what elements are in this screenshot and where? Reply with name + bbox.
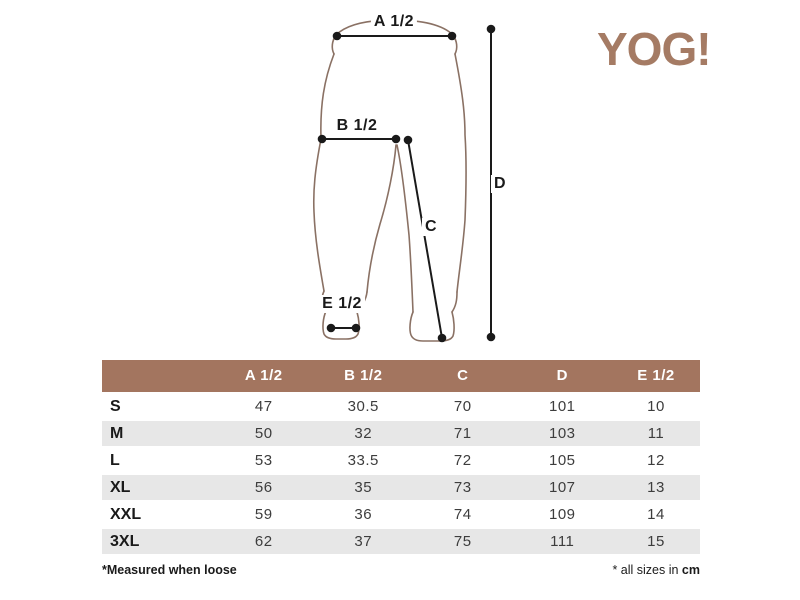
value-cell: 37 <box>354 533 373 550</box>
size-cell: XL <box>110 479 131 496</box>
value-cell: 72 <box>453 452 472 469</box>
value-cell: 62 <box>254 533 273 550</box>
value-cell: 70 <box>453 398 472 415</box>
value-cell: 75 <box>453 533 472 550</box>
table-row <box>102 502 700 527</box>
header-col-e: E 1/2 <box>637 367 675 384</box>
value-cell: 36 <box>354 506 373 523</box>
measure-label-a: A 1/2 <box>371 13 417 31</box>
footnote-measured: *Measured when loose <box>102 563 237 577</box>
value-cell: 56 <box>254 479 273 496</box>
table-row <box>102 421 700 446</box>
value-cell: 103 <box>548 425 576 442</box>
table-row <box>102 394 700 419</box>
measure-label-d: D <box>491 175 509 193</box>
footnote-units-text: * all sizes in <box>612 563 682 577</box>
value-cell: 74 <box>453 506 472 523</box>
value-cell: 105 <box>548 452 576 469</box>
value-cell: 11 <box>647 425 665 442</box>
measure-label-b: B 1/2 <box>334 117 381 135</box>
header-col-c: C <box>457 367 469 384</box>
header-col-a: A 1/2 <box>244 367 283 384</box>
footnote-units <box>612 563 700 577</box>
value-cell: 53 <box>254 452 273 469</box>
measure-label-c: C <box>422 218 440 236</box>
value-cell: 111 <box>550 533 575 550</box>
value-cell: 107 <box>548 479 576 496</box>
value-cell: 71 <box>453 425 472 442</box>
value-cell: 73 <box>453 479 472 496</box>
size-cell: S <box>110 398 121 415</box>
value-cell: 10 <box>647 398 665 415</box>
value-cell: 15 <box>647 533 665 550</box>
size-table-body <box>102 394 700 554</box>
measure-label-e: E 1/2 <box>319 295 365 313</box>
size-cell: L <box>110 452 120 469</box>
value-cell: 12 <box>647 452 665 469</box>
size-table <box>102 360 700 556</box>
value-cell: 14 <box>647 506 665 523</box>
value-cell: 47 <box>254 398 273 415</box>
header-col-d: D <box>556 367 568 384</box>
value-cell: 30.5 <box>347 398 379 415</box>
value-cell: 35 <box>354 479 373 496</box>
size-cell: XXL <box>110 506 142 523</box>
value-cell: 13 <box>647 479 665 496</box>
size-cell: M <box>110 425 124 442</box>
pants-outline <box>314 20 466 341</box>
size-cell: 3XL <box>110 533 140 550</box>
size-table-header <box>102 360 700 392</box>
table-row <box>102 448 700 473</box>
value-cell: 32 <box>354 425 373 442</box>
value-cell: 59 <box>254 506 273 523</box>
brand-logo: YOG! <box>597 23 711 75</box>
table-row <box>102 475 700 500</box>
value-cell: 101 <box>548 398 576 415</box>
value-cell: 50 <box>254 425 273 442</box>
header-corner-cell <box>102 360 214 392</box>
table-row <box>102 529 700 554</box>
value-cell: 33.5 <box>347 452 379 469</box>
footnote-units-unit: cm <box>681 563 700 577</box>
header-col-b: B 1/2 <box>344 367 383 384</box>
value-cell: 109 <box>548 506 576 523</box>
